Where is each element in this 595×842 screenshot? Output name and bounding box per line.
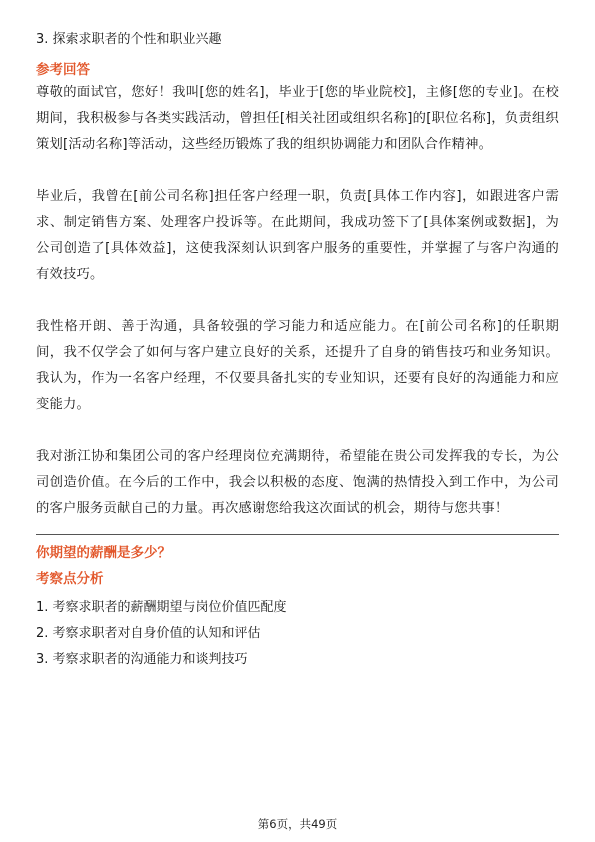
analysis-item: 2. 考察求职者对自身价值的认知和评估 [36,626,261,641]
analysis-list [36,595,559,673]
question-heading: 你期望的薪酬是多少？ [36,545,171,561]
answer-heading: 参考回答 [36,62,90,78]
document-page [36,30,559,673]
page-footer: 第6页，共49页 [257,817,338,831]
section-divider [36,534,559,535]
answer-paragraph: 毕业后，我曾在[前公司名称]担任客户经理一职，负责[具体工作内容]，如跟进客户需求、制定销售方案、处理客户投诉等。在此期间，我成功签下了[具体案例或数据]，为公司创造了[具体效益]，这使我深刻认识到客户服务的重要性，并掌握了与客户沟通的有效技巧。 [36,189,559,282]
intro-list-item: 3. 探索求职者的个性和职业兴趣 [36,32,222,47]
analysis-item: 3. 考察求职者的沟通能力和谈判技巧 [36,652,248,667]
analysis-heading: 考察点分析 [36,571,104,587]
answer-paragraph: 我对浙江协和集团公司的客户经理岗位充满期待，希望能在贵公司发挥我的专长，为公司创造价值。在今后的工作中，我会以积极的态度、饱满的热情投入到工作中，为公司的客户服务贡献自己的力量。再次感谢您给我这次面试的机会，期待与您共事！ [36,449,559,516]
answer-body [36,80,559,522]
answer-paragraph: 我性格开朗、善于沟通，具备较强的学习能力和适应能力。在[前公司名称]的任职期间，我不仅学会了如何与客户建立良好的关系，还提升了自身的销售技巧和业务知识。我认为，作为一名客户经理，不仅要具备扎实的专业知识，还要有良好的沟通能力和应变能力。 [36,319,559,412]
analysis-item: 1. 考察求职者的薪酬期望与岗位价值匹配度 [36,600,287,615]
answer-paragraph: 尊敬的面试官，您好！我叫[您的姓名]，毕业于[您的毕业院校]，主修[您的专业]。在校期间，我积极参与各类实践活动，曾担任[相关社团或组织名称]的[职位名称]，负责组织策划[活动名称]等活动，这些经历锻炼了我的组织协调能力和团队合作精神。 [36,85,559,152]
